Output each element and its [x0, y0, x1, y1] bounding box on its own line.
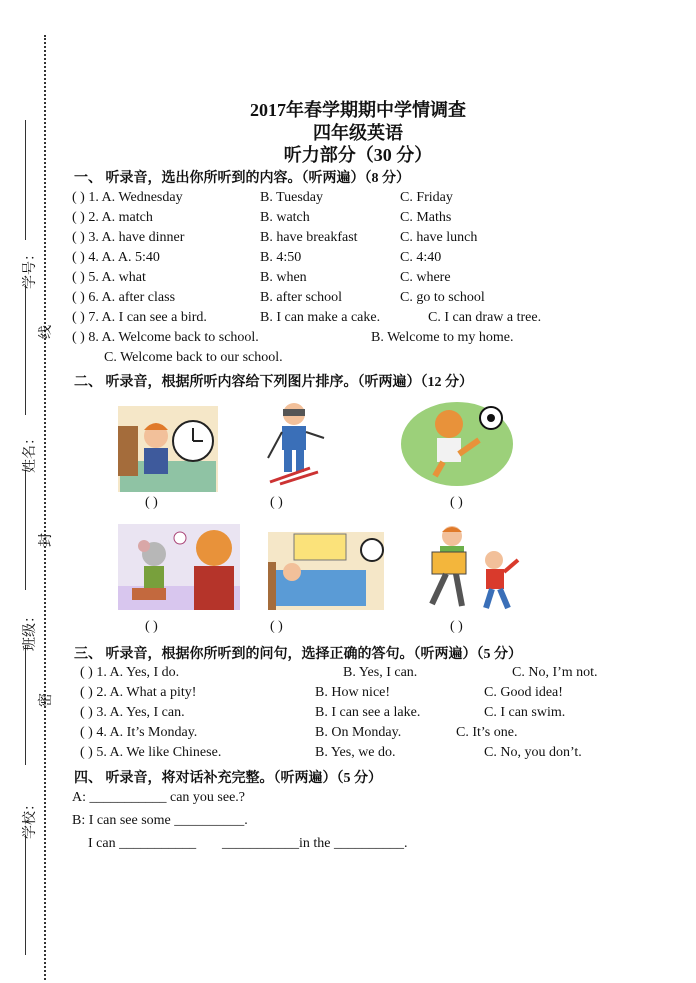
name-label: 姓名： [23, 431, 38, 473]
picture-mouse-and-cat [118, 524, 240, 610]
exam-title: 2017年春学期期中学情调查 [250, 100, 466, 120]
seal-char-feng: 封 [39, 533, 54, 547]
section2-heading: 二、 听录音，根据所听内容给下列图片排序。（听两遍）（12 分） [74, 375, 473, 390]
s1-q8-c: C. Welcome back to our school. [104, 350, 283, 365]
s3-q3-c: C. I can swim. [484, 705, 566, 720]
s3-q4-a: ( ) 4. A. It’s Monday. [80, 725, 198, 740]
s1-q7-a: ( ) 7. A. I can see a bird. [72, 310, 207, 325]
s4-line-3a: I can ___________ [88, 836, 197, 851]
s4-line-2: B: I can see some __________. [72, 813, 248, 828]
s3-q5-c: C. No, you don’t. [484, 745, 582, 760]
s3-q3-b: B. I can see a lake. [315, 705, 421, 720]
s1-q1-c: C. Friday [400, 190, 453, 205]
s1-q6-a: ( ) 6. A. after class [72, 290, 176, 305]
s2-answer-4[interactable]: ( ) [145, 619, 158, 634]
school-label: 学校： [23, 797, 38, 839]
s1-q1-b: B. Tuesday [260, 190, 324, 205]
binding-solid-line-2 [25, 285, 26, 415]
s4-line-1: A: ___________ can you see.? [72, 790, 246, 805]
picture-boy-waking-up [118, 406, 218, 492]
s3-q4-b: B. On Monday. [315, 725, 402, 740]
class-label: 班级： [23, 609, 38, 651]
s1-q8-b: B. Welcome to my home. [371, 330, 514, 345]
binding-solid-line-3 [25, 470, 26, 590]
s3-q2-c: C. Good idea! [484, 685, 563, 700]
s3-q3-a: ( ) 3. A. Yes, I can. [80, 705, 185, 720]
s3-q4-c: C. It’s one. [456, 725, 518, 740]
binding-dotted-line [44, 35, 46, 980]
picture-two-boys-playing [416, 522, 522, 612]
s3-q1-b: B. Yes, I can. [343, 665, 418, 680]
s1-q5-b: B. when [260, 270, 307, 285]
s4-line-3b: ___________in the __________. [222, 836, 408, 851]
student-id-label: 学号： [23, 247, 38, 289]
s3-q1-a: ( ) 1. A. Yes, I do. [80, 665, 180, 680]
s1-q4-c: C. 4:40 [400, 250, 442, 265]
s3-q2-b: B. How nice! [315, 685, 391, 700]
s1-q7-c: C. I can draw a tree. [428, 310, 542, 325]
part-title: 听力部分（30 分） [283, 145, 433, 165]
section4-heading: 四、 听录音，将对话补充完整。（听两遍）（5 分） [74, 771, 382, 786]
s1-q5-a: ( ) 5. A. what [72, 270, 146, 285]
s2-answer-3[interactable]: ( ) [450, 495, 463, 510]
s1-q3-c: C. have lunch [400, 230, 478, 245]
s1-q6-c: C. go to school [400, 290, 485, 305]
s2-answer-6[interactable]: ( ) [450, 619, 463, 634]
s2-answer-5[interactable]: ( ) [270, 619, 283, 634]
picture-cat-football [401, 394, 513, 486]
s1-q8-a: ( ) 8. A. Welcome back to school. [72, 330, 259, 345]
s1-q2-a: ( ) 2. A. match [72, 210, 153, 225]
s3-q2-a: ( ) 2. A. What a pity! [80, 685, 197, 700]
s1-q6-b: B. after school [260, 290, 343, 305]
binding-solid-line-5 [25, 835, 26, 955]
s1-q2-b: B. watch [260, 210, 310, 225]
exam-subtitle: 四年级英语 [313, 123, 403, 143]
binding-solid-line-4 [25, 645, 26, 765]
s1-q7-b: B. I can make a cake. [260, 310, 381, 325]
s3-q5-a: ( ) 5. A. We like Chinese. [80, 745, 222, 760]
section3-heading: 三、 听录音，根据你所听到的问句，选择正确的答句。（听两遍）（5 分） [74, 647, 522, 662]
s2-answer-2[interactable]: ( ) [270, 495, 283, 510]
picture-boy-sleeping [268, 532, 384, 610]
s1-q3-a: ( ) 3. A. have dinner [72, 230, 185, 245]
s1-q5-c: C. where [400, 270, 451, 285]
s1-q2-c: C. Maths [400, 210, 452, 225]
section1-heading: 一、 听录音，选出你所听到的内容。（听两遍）（8 分） [74, 171, 410, 186]
s1-q1-a: ( ) 1. A. Wednesday [72, 190, 183, 205]
seal-char-xian: 线 [39, 325, 54, 339]
s1-q4-b: B. 4:50 [260, 250, 302, 265]
picture-skiing-boy [266, 398, 328, 486]
s3-q1-c: C. No, I’m not. [512, 665, 598, 680]
s1-q3-b: B. have breakfast [260, 230, 358, 245]
seal-char-mi: 密 [39, 693, 54, 707]
s1-q4-a: ( ) 4. A. A. 5:40 [72, 250, 160, 265]
s3-q5-b: B. Yes, we do. [315, 745, 396, 760]
s2-answer-1[interactable]: ( ) [145, 495, 158, 510]
